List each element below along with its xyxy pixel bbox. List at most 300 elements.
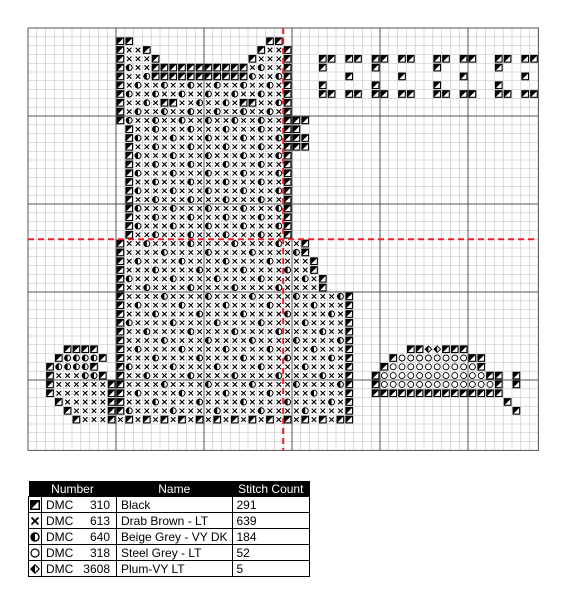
cross-icon: [268, 373, 273, 378]
half-filled-circle-icon: [153, 214, 159, 220]
cross-icon: [321, 347, 326, 352]
cross-icon: [136, 180, 141, 185]
half-filled-circle-icon: [223, 197, 229, 203]
cross-icon: [277, 109, 282, 114]
cross-icon: [206, 268, 211, 273]
half-filled-square-icon: [196, 416, 203, 423]
cross-icon: [329, 382, 334, 387]
cross-icon: [180, 373, 185, 378]
cross-icon: [206, 83, 211, 88]
legend-count: 52: [232, 545, 310, 561]
open-circle-icon: [390, 381, 396, 387]
cross-icon: [268, 329, 273, 334]
half-filled-circle-icon: [258, 276, 264, 282]
half-filled-square-icon: [372, 82, 379, 89]
cross-icon: [215, 180, 220, 185]
cross-icon: [215, 285, 220, 290]
cross-icon: [197, 145, 202, 150]
legend-row: [29, 529, 310, 545]
cross-icon: [197, 206, 202, 211]
half-filled-square-icon: [73, 416, 80, 423]
cross-icon: [224, 109, 229, 114]
half-filled-square-icon: [56, 399, 63, 406]
half-filled-square-icon: [284, 205, 291, 212]
cross-icon: [259, 356, 264, 361]
cross-icon: [171, 303, 176, 308]
cross-icon: [197, 92, 202, 97]
cross-icon: [303, 285, 308, 290]
half-filled-circle-icon: [214, 408, 220, 414]
half-filled-circle-icon: [188, 161, 194, 167]
cross-icon: [294, 356, 299, 361]
cross-icon: [145, 215, 150, 220]
cross-icon: [277, 92, 282, 97]
half-filled-circle-icon: [170, 364, 176, 370]
half-filled-square-icon: [117, 38, 124, 45]
cross-icon: [250, 145, 255, 150]
cross-icon: [145, 259, 150, 264]
cross-icon: [189, 268, 194, 273]
half-filled-square-icon: [284, 161, 291, 168]
cross-icon: [189, 303, 194, 308]
half-filled-square-icon: [293, 135, 300, 142]
cross-icon: [171, 391, 176, 396]
half-filled-circle-icon: [135, 346, 141, 352]
cross-icon: [312, 329, 317, 334]
cross-icon: [197, 250, 202, 255]
open-circle-icon: [434, 381, 440, 387]
cross-icon: [241, 294, 246, 299]
half-filled-circle-icon: [276, 100, 282, 106]
cross-icon: [180, 233, 185, 238]
half-filled-circle-icon: [205, 223, 211, 229]
cross-icon: [215, 329, 220, 334]
cross-icon: [136, 338, 141, 343]
cross-icon: [215, 303, 220, 308]
half-filled-circle-icon: [329, 399, 335, 405]
open-circle-icon: [434, 373, 440, 379]
cross-icon: [321, 382, 326, 387]
half-filled-square-icon: [126, 38, 133, 45]
half-filled-square-icon: [478, 390, 485, 397]
cross-icon: [136, 400, 141, 405]
cross-icon: [250, 277, 255, 282]
cross-icon: [277, 83, 282, 88]
cross-icon: [259, 136, 264, 141]
half-filled-square-icon: [311, 258, 318, 265]
half-filled-circle-icon: [276, 153, 282, 159]
cross-icon: [215, 206, 220, 211]
cross-icon: [285, 347, 290, 352]
half-filled-circle-icon: [82, 373, 88, 379]
cross-icon: [127, 48, 132, 53]
half-filled-square-icon: [126, 416, 133, 423]
cross-icon: [338, 365, 343, 370]
cross-icon: [241, 347, 246, 352]
cross-icon: [215, 391, 220, 396]
cross-icon: [127, 303, 132, 308]
cross-icon: [233, 382, 238, 387]
half-filled-square-icon: [161, 64, 168, 71]
cross-icon: [180, 109, 185, 114]
half-filled-circle-icon: [276, 170, 282, 176]
half-filled-square-icon: [284, 73, 291, 80]
cross-icon: [136, 241, 141, 246]
cross-icon: [268, 356, 273, 361]
cross-icon: [171, 329, 176, 334]
cross-icon: [127, 382, 132, 387]
open-circle-icon: [478, 373, 484, 379]
half-filled-circle-icon: [293, 381, 299, 387]
half-filled-square-icon: [117, 82, 124, 89]
half-filled-square-icon: [232, 73, 239, 80]
cross-icon: [145, 277, 150, 282]
cross-icon: [136, 233, 141, 238]
cross-icon: [250, 224, 255, 229]
cross-icon: [241, 162, 246, 167]
cross-icon: [145, 171, 150, 176]
cross-icon: [303, 329, 308, 334]
half-filled-square-icon: [188, 73, 195, 80]
cross-icon: [145, 347, 150, 352]
half-filled-circle-icon: [188, 197, 194, 203]
cross-icon: [197, 215, 202, 220]
half-filled-circle-icon: [205, 205, 211, 211]
cross-icon: [162, 400, 167, 405]
cross-icon: [197, 259, 202, 264]
cross-icon: [294, 347, 299, 352]
cross-icon: [206, 356, 211, 361]
half-filled-square-icon: [416, 346, 423, 353]
cross-icon: [241, 391, 246, 396]
half-filled-circle-icon: [241, 355, 247, 361]
cross-icon: [145, 136, 150, 141]
cross-icon: [259, 171, 264, 176]
cross-icon: [127, 338, 132, 343]
legend-count: 639: [232, 513, 310, 529]
thread-legend-table: [28, 481, 310, 577]
half-filled-square-icon: [284, 196, 291, 203]
half-filled-circle-icon: [258, 161, 264, 167]
legend-row: [29, 545, 310, 561]
cross-icon: [206, 312, 211, 317]
cross-icon: [233, 136, 238, 141]
half-filled-circle-icon: [161, 82, 167, 88]
open-circle-icon: [399, 381, 405, 387]
cross-icon: [153, 153, 158, 158]
half-filled-square-icon: [293, 117, 300, 124]
cross-icon: [180, 365, 185, 370]
cross-icon: [206, 215, 211, 220]
half-filled-circle-icon: [188, 179, 194, 185]
half-filled-square-icon: [100, 355, 107, 362]
cross-icon: [233, 206, 238, 211]
cross-icon: [277, 321, 282, 326]
half-filled-circle-icon: [179, 390, 185, 396]
cross-icon: [180, 197, 185, 202]
half-filled-circle-icon: [276, 285, 282, 291]
cross-icon: [277, 294, 282, 299]
cross-icon: [74, 400, 79, 405]
half-filled-circle-icon: [188, 285, 194, 291]
half-filled-square-icon: [284, 82, 291, 89]
cross-icon: [145, 382, 150, 387]
cross-icon: [277, 162, 282, 167]
open-circle-icon: [434, 364, 440, 370]
cross-icon: [127, 83, 132, 88]
cross-icon: [127, 329, 132, 334]
half-filled-circle-icon: [337, 337, 343, 343]
cross-icon: [277, 400, 282, 405]
half-filled-circle-icon: [153, 399, 159, 405]
cross-icon: [136, 65, 141, 70]
half-filled-circle-icon: [197, 355, 203, 361]
half-filled-square-icon: [161, 100, 168, 107]
cross-icon: [241, 127, 246, 132]
half-filled-square-icon: [293, 126, 300, 133]
cross-icon: [268, 268, 273, 273]
cross-icon: [180, 321, 185, 326]
half-filled-circle-icon: [161, 249, 167, 255]
cross-icon: [250, 180, 255, 185]
cross-icon: [259, 74, 264, 79]
half-filled-square-icon: [108, 381, 115, 388]
cross-icon: [250, 83, 255, 88]
cross-icon: [153, 329, 158, 334]
cross-icon: [162, 312, 167, 317]
half-filled-square-icon: [487, 372, 494, 379]
half-filled-square-icon: [284, 232, 291, 239]
cross-icon: [153, 382, 158, 387]
cross-icon: [57, 391, 62, 396]
half-filled-square-icon: [117, 249, 124, 256]
half-filled-circle-icon: [135, 109, 141, 115]
half-filled-square-icon: [346, 56, 353, 63]
open-circle-icon: [434, 355, 440, 361]
half-filled-circle-icon: [205, 293, 211, 299]
cross-icon: [197, 338, 202, 343]
half-filled-circle-icon: [188, 373, 194, 379]
cross-icon: [136, 312, 141, 317]
cross-icon: [162, 241, 167, 246]
cross-icon: [65, 382, 70, 387]
half-filled-circle-icon: [153, 267, 159, 273]
half-filled-circle-icon: [126, 91, 132, 97]
half-filled-square-icon: [496, 372, 503, 379]
cross-icon: [321, 321, 326, 326]
cross-icon: [136, 277, 141, 282]
cross-icon: [136, 285, 141, 290]
cross-icon: [145, 268, 150, 273]
cross-icon: [136, 382, 141, 387]
half-filled-square-icon: [117, 267, 124, 274]
cross-icon: [189, 118, 194, 123]
half-filled-circle-icon: [241, 109, 247, 115]
cross-icon: [277, 127, 282, 132]
open-circle-icon: [452, 364, 458, 370]
half-filled-square-icon: [302, 240, 309, 247]
legend-symbol: [29, 513, 42, 529]
half-filled-square-icon: [117, 91, 124, 98]
cross-icon: [136, 145, 141, 150]
cross-icon: [250, 189, 255, 194]
cross-icon: [268, 136, 273, 141]
cross-icon: [101, 400, 106, 405]
half-filled-circle-icon: [337, 381, 343, 387]
cross-icon: [233, 197, 238, 202]
half-filled-square-icon: [346, 346, 353, 353]
cross-icon: [189, 382, 194, 387]
cross-icon: [206, 365, 211, 370]
cross-icon: [145, 233, 150, 238]
open-circle-icon: [469, 364, 475, 370]
cross-icon: [233, 171, 238, 176]
half-filled-circle-icon: [267, 346, 273, 352]
half-filled-square-icon: [284, 188, 291, 195]
cross-icon: [303, 347, 308, 352]
cross-icon: [206, 329, 211, 334]
half-filled-square-icon: [460, 73, 467, 80]
cross-icon: [197, 365, 202, 370]
half-filled-circle-icon: [170, 135, 176, 141]
half-filled-square-icon: [320, 64, 327, 71]
cross-icon: [162, 347, 167, 352]
half-filled-square-icon: [390, 355, 397, 362]
cross-icon: [303, 303, 308, 308]
cross-icon: [145, 92, 150, 97]
half-filled-circle-icon: [205, 117, 211, 123]
half-filled-circle-icon: [91, 373, 97, 379]
cross-icon: [259, 294, 264, 299]
cross-icon: [233, 294, 238, 299]
half-filled-circle-icon: [276, 135, 282, 141]
half-filled-square-icon: [117, 108, 124, 115]
cross-icon: [268, 101, 273, 106]
legend-symbol: [29, 545, 42, 561]
cross-icon: [259, 400, 264, 405]
half-filled-square-icon: [496, 381, 503, 388]
half-filled-circle-icon: [285, 311, 291, 317]
half-filled-circle-icon: [258, 408, 264, 414]
cross-icon: [259, 250, 264, 255]
half-filled-square-icon: [126, 144, 133, 151]
half-filled-circle-icon: [153, 91, 159, 97]
half-filled-circle-icon: [126, 65, 132, 71]
half-filled-square-icon: [372, 64, 379, 71]
half-filled-circle-icon: [188, 82, 194, 88]
half-filled-square-icon: [196, 73, 203, 80]
cross-icon: [206, 400, 211, 405]
half-filled-circle-icon: [161, 337, 167, 343]
cross-icon: [250, 136, 255, 141]
cross-icon: [215, 189, 220, 194]
half-filled-square-icon: [302, 416, 309, 423]
cross-icon: [329, 391, 334, 396]
cross-icon: [277, 356, 282, 361]
cross-icon: [215, 153, 220, 158]
cross-icon: [171, 233, 176, 238]
cross-icon: [180, 145, 185, 150]
half-filled-square-icon: [240, 100, 247, 107]
half-filled-square-icon: [320, 91, 327, 98]
half-filled-square-icon: [117, 73, 124, 80]
half-filled-square-icon: [381, 390, 388, 397]
half-filled-circle-icon: [126, 320, 132, 326]
cross-icon: [303, 312, 308, 317]
cross-icon: [145, 197, 150, 202]
cross-icon: [250, 285, 255, 290]
half-filled-circle-icon: [232, 373, 238, 379]
cross-icon: [312, 382, 317, 387]
half-filled-circle-icon: [214, 320, 220, 326]
cross-icon: [92, 400, 97, 405]
cross-icon: [215, 312, 220, 317]
cross-icon: [285, 329, 290, 334]
cross-icon: [268, 180, 273, 185]
half-filled-circle-icon: [276, 188, 282, 194]
cross-icon: [197, 189, 202, 194]
half-filled-square-icon: [478, 355, 485, 362]
half-filled-circle-icon: [267, 302, 273, 308]
cross-icon: [145, 180, 150, 185]
half-filled-circle-icon: [232, 329, 238, 335]
half-filled-square-icon: [284, 416, 291, 423]
cross-icon: [224, 417, 229, 422]
cross-icon: [329, 347, 334, 352]
cross-icon: [268, 409, 273, 414]
cross-icon: [259, 224, 264, 229]
cross-icon: [233, 338, 238, 343]
cross-icon: [250, 347, 255, 352]
cross-icon: [153, 277, 158, 282]
half-filled-square-icon: [408, 390, 415, 397]
cross-icon: [206, 321, 211, 326]
cross-icon: [153, 109, 158, 114]
half-filled-circle-icon: [223, 100, 229, 106]
half-filled-square-icon: [469, 56, 476, 63]
cross-icon: [268, 162, 273, 167]
cross-icon: [268, 65, 273, 70]
cross-icon: [92, 409, 97, 414]
open-circle-icon: [461, 373, 467, 379]
half-filled-square-icon: [170, 73, 177, 80]
cross-icon: [162, 321, 167, 326]
cross-icon: [233, 215, 238, 220]
cross-icon: [197, 329, 202, 334]
open-circle-icon: [487, 381, 493, 387]
cross-icon: [224, 356, 229, 361]
half-filled-circle-icon: [311, 390, 317, 396]
cross-icon: [57, 382, 62, 387]
cross-icon: [197, 153, 202, 158]
cross-icon: [153, 417, 158, 422]
cross-icon: [277, 233, 282, 238]
half-filled-circle-icon: [91, 355, 97, 361]
cross-icon: [329, 294, 334, 299]
cross-icon: [145, 127, 150, 132]
open-circle-icon: [461, 364, 467, 370]
cross-icon: [153, 294, 158, 299]
half-filled-square-icon: [328, 91, 335, 98]
cross-icon: [162, 329, 167, 334]
half-filled-circle-icon: [276, 329, 282, 335]
cross-icon: [250, 233, 255, 238]
cross-icon: [171, 373, 176, 378]
cross-icon: [224, 277, 229, 282]
legend-header-row: [29, 481, 310, 497]
half-filled-circle-icon: [258, 364, 264, 370]
cross-icon: [268, 241, 273, 246]
